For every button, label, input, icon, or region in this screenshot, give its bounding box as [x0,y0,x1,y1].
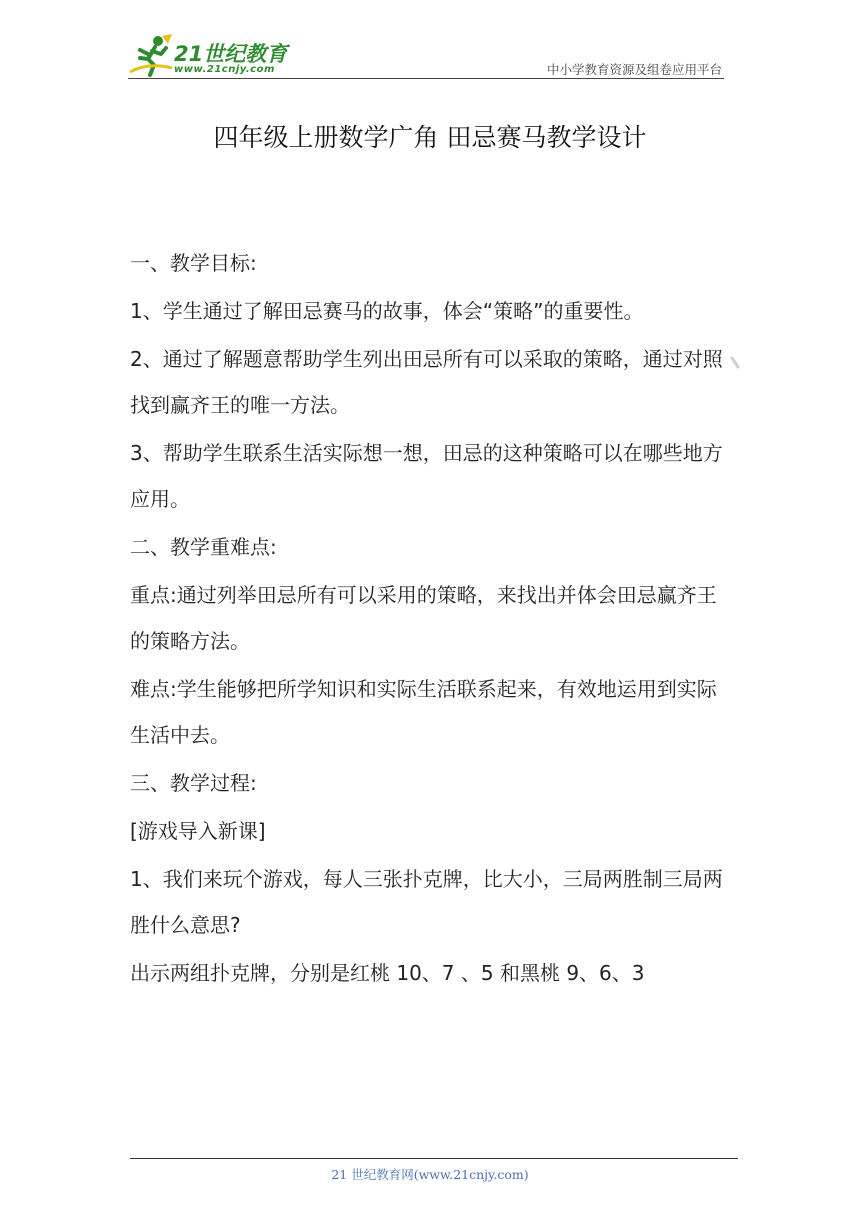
difficult-point: 难点:学生能够把所学知识和实际生活联系起来，有效地运用到实际生活中去。 [130,677,717,747]
pencil-mark-icon [730,356,740,370]
objective-3: 3、帮助学生联系生活实际想一想，田忌的这种策略可以在哪些地方应用。 [130,441,723,511]
process-step-1: 1、我们来玩个游戏，每人三张扑克牌，比大小，三局两胜制三局两胜什么意思? [130,867,723,937]
logo-url-text: www.21cnjy.com [174,64,275,75]
section-heading-objectives: 一、教学目标: [130,251,257,275]
document-title: 四年级上册数学广角 田忌赛马教学设计 [213,123,647,152]
objective-2: 2、通过了解题意帮助学生列出田忌所有可以采取的策略，通过对照找到赢齐王的唯一方法。 [130,347,723,417]
footer-link[interactable]: 21 世纪教育网(www.21cnjy.com) [331,1167,529,1182]
objective-1: 1、学生通过了解田忌赛马的故事，体会“策略”的重要性。 [130,299,644,323]
site-logo[interactable] [128,32,303,78]
header-divider [128,78,724,79]
section-heading-process: 三、教学过程: [130,771,257,795]
key-point: 重点:通过列举田忌所有可以采用的策略，来找出并体会田忌赢齐王的策略方法。 [130,583,717,653]
logo-brand-text: 21世纪教育 [174,42,288,66]
runner-logo-icon [128,32,174,78]
document-body [130,240,730,998]
section-heading-key-points: 二、教学重难点: [130,535,277,559]
page-header [128,32,724,80]
subsection-game-intro: [游戏导入新课] [130,819,266,843]
header-tagline: 中小学教育资源及组卷应用平台 [546,62,722,77]
footer-divider [130,1158,738,1159]
process-card-groups: 出示两组扑克牌，分别是红桃 10、7 、5 和黑桃 9、6、3 [130,961,645,985]
